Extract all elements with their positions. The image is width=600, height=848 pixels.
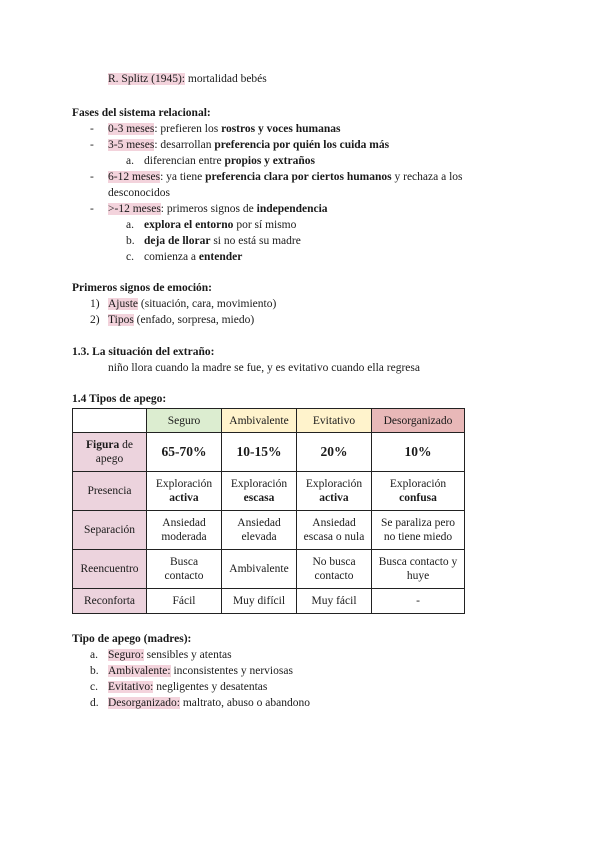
table-cell: 65-70% bbox=[147, 433, 222, 472]
tipos-apego-table bbox=[72, 408, 465, 614]
madres-item-1: b. Ambivalente: inconsistentes y nerviosas bbox=[90, 665, 293, 677]
table-cell: Exploración activa bbox=[297, 472, 372, 511]
table-cell: Fácil bbox=[147, 589, 222, 614]
table-cell: Muy difícil bbox=[222, 589, 297, 614]
table-row bbox=[73, 472, 465, 511]
table-cell: Busca contacto y huye bbox=[372, 550, 465, 589]
row-head-separacion: Separación bbox=[73, 511, 147, 550]
col-ambivalente: Ambivalente bbox=[222, 409, 297, 433]
col-seguro: Seguro bbox=[147, 409, 222, 433]
fases-item-0: - 0-3 meses: prefieren los rostros y voces humanas bbox=[90, 123, 341, 135]
table-cell: 10-15% bbox=[222, 433, 297, 472]
table-cell: Ansiedad moderada bbox=[147, 511, 222, 550]
table-cell: Busca contacto bbox=[147, 550, 222, 589]
intro-line bbox=[108, 72, 267, 87]
fases-item-8: c. comienza a entender bbox=[126, 251, 243, 263]
fases-item-2: a. diferencian entre propios y extraños bbox=[126, 155, 315, 167]
table-cell: Ansiedad elevada bbox=[222, 511, 297, 550]
table-row bbox=[73, 433, 465, 472]
col-desorganizado: Desorganizado bbox=[372, 409, 465, 433]
table-cell: Exploración confusa bbox=[372, 472, 465, 511]
table-header-row bbox=[73, 409, 465, 433]
table-row bbox=[73, 589, 465, 614]
extrano-text: niño llora cuando la madre se fue, y es evitativo cuando ella regresa bbox=[108, 362, 420, 374]
table-cell: 20% bbox=[297, 433, 372, 472]
table-cell: Exploración escasa bbox=[222, 472, 297, 511]
row-head-reencuentro: Reencuentro bbox=[73, 550, 147, 589]
col-evitativo: Evitativo bbox=[297, 409, 372, 433]
fases-item-5: - >-12 meses: primeros signos de independencia bbox=[90, 203, 328, 215]
table-cell: 10% bbox=[372, 433, 465, 472]
table-cell: - bbox=[372, 589, 465, 614]
fases-item-6: a. explora el entorno por sí mismo bbox=[126, 219, 297, 231]
madres-item-0: a. Seguro: sensibles y atentas bbox=[90, 649, 232, 661]
emocion-item-1: 2) Tipos (enfado, sorpresa, miedo) bbox=[90, 314, 255, 326]
row-head-figura: Figura de apego bbox=[73, 433, 147, 472]
extrano-heading: 1.3. La situación del extraño: bbox=[72, 346, 215, 358]
table-corner-cell bbox=[73, 409, 147, 433]
table-cell: Exploración activa bbox=[147, 472, 222, 511]
fases-item-7: b. deja de llorar si no está su madre bbox=[126, 235, 301, 247]
fases-item-1: - 3-5 meses: desarrollan preferencia por quién los cuida más bbox=[90, 139, 390, 151]
fases-item-3-cont: desconocidos bbox=[108, 187, 170, 199]
table-cell: Se paraliza pero no tiene miedo bbox=[372, 511, 465, 550]
table-cell: Muy fácil bbox=[297, 589, 372, 614]
fases-item-3: - 6-12 meses: ya tiene preferencia clara por ciertos humanos y rechaza a los bbox=[90, 171, 463, 183]
intro-ref: R. Splitz (1945): bbox=[108, 73, 185, 85]
madres-item-2: c. Evitativo: negligentes y desatentas bbox=[90, 681, 268, 693]
emocion-heading: Primeros signos de emoción: bbox=[72, 282, 213, 294]
fases-heading: Fases del sistema relacional: bbox=[72, 107, 211, 119]
row-head-reconforta: Reconforta bbox=[73, 589, 147, 614]
tipos-heading: 1.4 Tipos de apego: bbox=[72, 393, 167, 405]
row-head-presencia: Presencia bbox=[73, 472, 147, 511]
table-cell: Ansiedad escasa o nula bbox=[297, 511, 372, 550]
table-cell: No busca contacto bbox=[297, 550, 372, 589]
table-row bbox=[73, 511, 465, 550]
intro-text: mortalidad bebés bbox=[185, 73, 267, 85]
madres-heading: Tipo de apego (madres): bbox=[72, 633, 192, 645]
madres-item-3: d. Desorganizado: maltrato, abuso o abandono bbox=[90, 697, 310, 709]
table-cell: Ambivalente bbox=[222, 550, 297, 589]
emocion-item-0: 1) Ajuste (situación, cara, movimiento) bbox=[90, 298, 277, 310]
table-row bbox=[73, 550, 465, 589]
